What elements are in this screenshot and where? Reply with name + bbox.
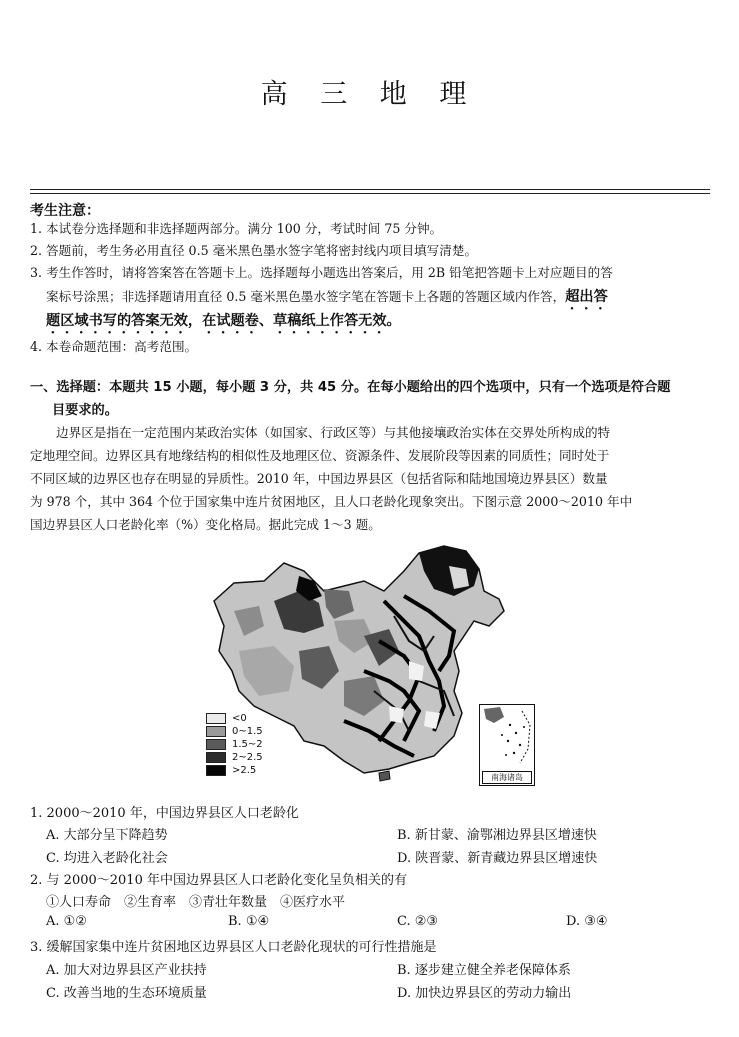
legend-label: 1.5~2: [232, 739, 263, 750]
legend-item: [206, 725, 263, 738]
passage-line-4: 为 978 个，其中 364 个位于国家集中连片贫困地区，且人口老龄化现象突出。下图示意 2000～2010 年中: [30, 494, 633, 509]
legend-swatch: [206, 765, 226, 776]
notice-item-3-emphasis: 超出答: [565, 289, 608, 305]
legend-item: [206, 738, 263, 751]
question-2-stem: 2. 与 2000～2010 年中国边界县区人口老龄化变化呈负相关的有: [30, 873, 407, 888]
legend-label: >2.5: [232, 765, 257, 776]
legend-label: 2~2.5: [232, 752, 263, 763]
question-1-option-a: A. 大部分呈下降趋势: [46, 828, 168, 843]
passage-line-5: 国边界县区人口老龄化率（%）变化格局。据此完成 1～3 题。: [30, 517, 381, 532]
passage-line-3: 不同区域的边界区也存在明显的异质性。2010 年，中国边界县区（包括省际和陆地国境边界县区）数量: [30, 471, 608, 486]
question-1-option-c: C. 均进入老龄化社会: [46, 851, 168, 866]
notice-item-4: 4. 本卷命题范围：高考范围。: [30, 339, 198, 354]
map-legend: [206, 712, 263, 777]
question-3-stem: 3. 缓解国家集中连片贫困地区边界县区人口老龄化现状的可行性措施是: [30, 940, 437, 955]
notice-item-3-normal: 案标号涂黑；非选择题请用直径 0.5 毫米黑色墨水签字笔在答题卡上各题的答题区域内作答，: [46, 289, 566, 304]
legend-label: <0: [232, 713, 247, 724]
legend-swatch: [206, 739, 226, 750]
inset-map: [480, 705, 534, 771]
notice-item-2: 2. 答题前，考生务必用直径 0.5 毫米黑色墨水签字笔将密封线内项目填写清楚。: [30, 243, 478, 258]
legend-item: [206, 764, 263, 777]
question-2-items: ①人口寿命 ②生育率 ③青壮年数量 ④医疗水平: [46, 895, 346, 910]
south-china-sea-inset: [479, 704, 535, 786]
legend-swatch: [206, 713, 226, 724]
question-2-option-c: C. ②③: [397, 914, 439, 929]
question-1-option-d: D. 陕晋蒙、新青藏边界县区增速快: [397, 851, 598, 866]
passage-line-1: 边界区是指在一定范围内某政治实体（如国家、行政区等）与其他接壤政治实体在交界处所构成的特: [56, 425, 611, 440]
section-heading: 一、选择题：本题共 15 小题，每小题 3 分，共 45 分。在每小题给出的四个选项中，只有一个选项是符合题: [30, 380, 671, 395]
notice-item-3-cont: [46, 287, 608, 313]
legend-label: 0~1.5: [232, 726, 263, 737]
question-3-option-a: A. 加大对边界县区产业扶持: [46, 963, 207, 978]
legend-swatch: [206, 752, 226, 763]
notice-item-1: 1. 本试卷分选择题和非选择题两部分。满分 100 分，考试时间 75 分钟。: [30, 221, 443, 236]
legend-swatch: [206, 726, 226, 737]
question-1-stem: 1. 2000～2010 年，中国边界县区人口老龄化: [30, 806, 299, 821]
header-rule-bottom: [30, 193, 710, 194]
question-2-option-b: B. ①④: [228, 914, 270, 929]
header-rule-top: [30, 189, 710, 190]
section-heading-cont: 目要求的。: [52, 403, 118, 418]
notice-heading: 考生注意：: [30, 203, 100, 219]
question-2-option-d: D. ③④: [566, 914, 608, 929]
legend-item: [206, 751, 263, 764]
question-3-option-c: C. 改善当地的生态环境质量: [46, 986, 207, 1001]
notice-item-3-emphasis-line: 题区域书写的答案无效，在试题卷、草稿纸上作答无效。: [46, 313, 401, 329]
legend-item: [206, 712, 263, 725]
passage-line-2: 定地理空间。边界区具有地缘结构的相似性及地理区位、资源条件、发展阶段等因素的同质性；同时处于: [30, 448, 610, 463]
question-3-option-b: B. 逐步建立健全养老保障体系: [397, 963, 571, 978]
notice-item-3: 3. 考生作答时，请将答案答在答题卡上。选择题每小题选出答案后，用 2B 铅笔把答题卡上对应题目的答: [30, 265, 613, 280]
question-3-option-d: D. 加快边界县区的劳动力输出: [397, 986, 572, 1001]
question-2-option-a: A. ①②: [46, 914, 87, 929]
page-title: 高 三 地 理: [260, 79, 479, 110]
question-1-option-b: B. 新甘蒙、渝鄂湘边界县区增速快: [397, 828, 597, 843]
inset-label: 南海诸岛: [482, 771, 532, 784]
